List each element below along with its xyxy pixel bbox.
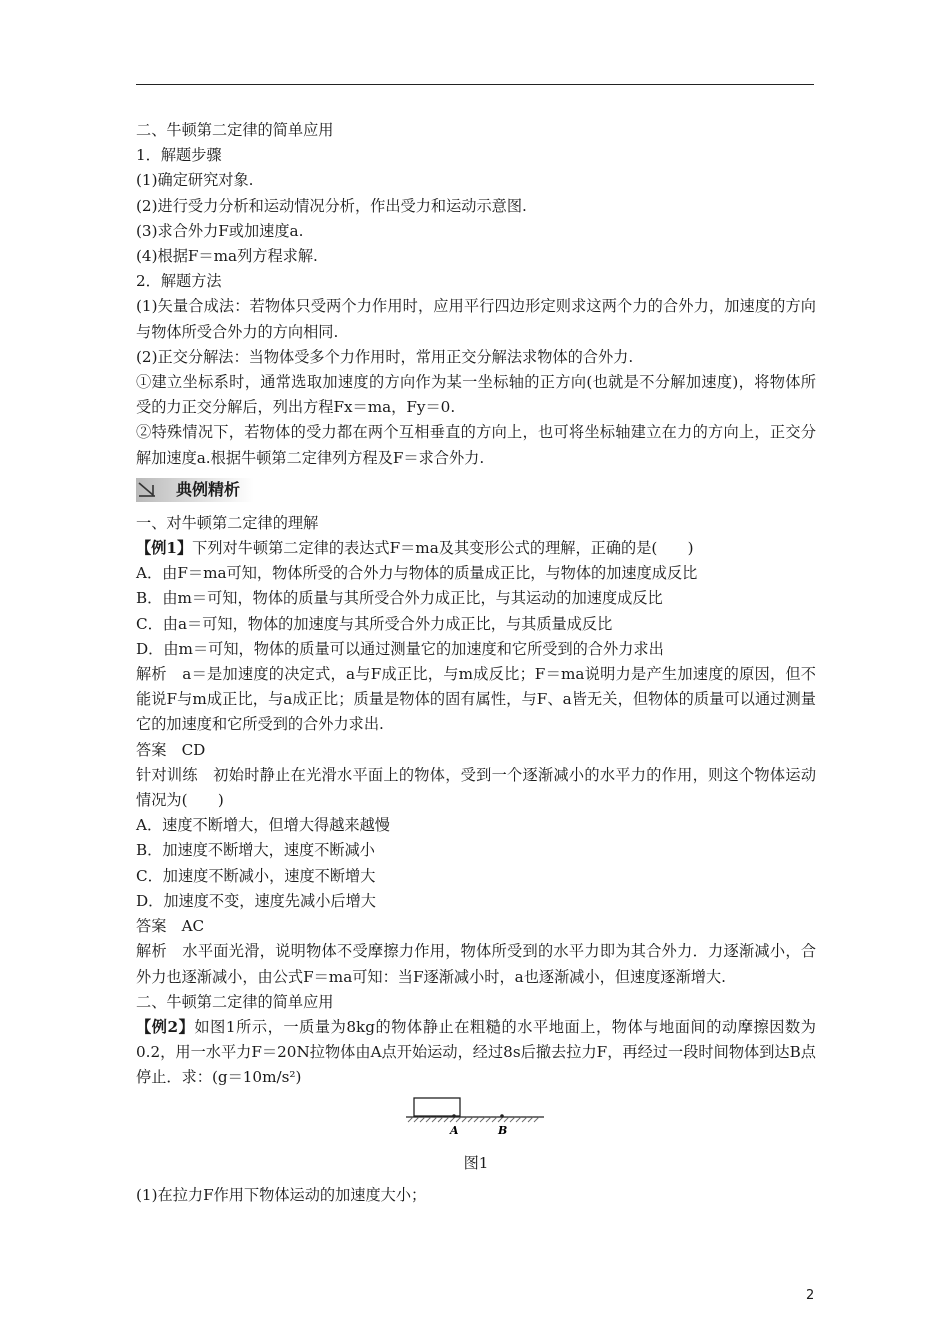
drill-option-c: C．加速度不断减小，速度不断增大 — [136, 866, 376, 885]
option-d: D．由m＝可知，物体的质量可以通过测量它的加速度和它所受到的合外力求出 — [136, 639, 664, 658]
page-content — [136, 118, 816, 1208]
point-a-label: A — [450, 1123, 459, 1137]
example-1 — [136, 536, 816, 561]
method-point-2: ②特殊情况下，若物体的受力都在两个互相垂直的方向上，也可将坐标轴建立在力的方向上，正交分解加速度a.根据牛顿第二定律列方程及F＝求合外力. — [136, 423, 816, 467]
header-rule — [136, 84, 814, 85]
step-1: (1)确定研究对象. — [136, 171, 254, 190]
example-banner-bar — [136, 478, 254, 502]
option-c: C．由a＝可知，物体的加速度与其所受合外力成正比，与其质量成反比 — [136, 614, 613, 633]
example-banner — [136, 475, 816, 505]
drill-option-d: D．加速度不变，速度先减小后增大 — [136, 891, 376, 910]
block — [414, 1098, 460, 1116]
drill-answer: 答案 AC — [136, 917, 205, 936]
answer-1: 答案 CD — [136, 740, 206, 759]
method-1: (1)矢量合成法：若物体只受两个力作用时，应用平行四边形定则求这两个力的合外力，加速度的方向与物体所受合外力的方向相同. — [136, 297, 816, 341]
example-1-text: 下列对牛顿第二定律的表达式F＝ma及其变形公式的理解，正确的是( ) — [192, 539, 694, 558]
step-4: (4)根据F＝ma列方程求解. — [136, 247, 318, 266]
methods-title: 2．解题方法 — [136, 272, 222, 291]
option-a: A．由F＝ma可知，物体所受的合外力与物体的质量成正比，与物体的加速度成反比 — [136, 564, 698, 583]
point-b-dot — [500, 1114, 504, 1118]
example-2-text: 如图1所示，一质量为8kg的物体静止在粗糙的水平地面上，物体与地面间的动摩擦因数为0.2，用一水平力F＝20N拉物体由A点开始运动，经过8s后撤去拉力F，再经过一段时间物体到达B点停止．求：(g＝10m/s²) — [136, 1017, 816, 1087]
option-b: B．由m＝可知，物体的质量与其所受合外力成正比，与其运动的加速度成反比 — [136, 589, 663, 608]
figure-1 — [136, 1091, 816, 1183]
steps-title: 1．解题步骤 — [136, 146, 222, 165]
section-heading: 二、牛顿第二定律的简单应用 — [136, 121, 334, 139]
page-number: 2 — [806, 1288, 815, 1303]
point-b-label: B — [498, 1123, 508, 1137]
method-2: (2)正交分解法：当物体受多个力作用时，常用正交分解法求物体的合外力. — [136, 347, 634, 366]
part2-heading: 二、牛顿第二定律的简单应用 — [136, 992, 334, 1011]
drill-option-b: B．加速度不断增大，速度不断减小 — [136, 841, 375, 860]
example-2 — [136, 1015, 816, 1091]
arrow-down-right-icon — [136, 478, 170, 502]
method-point-1: ①建立坐标系时，通常选取加速度的方向作为某一坐标轴的正方向(也就是不分解加速度)，将物体所受的力正交分解后，列出方程Fx＝ma，Fy＝0. — [136, 373, 816, 417]
ground-hatching — [408, 1117, 539, 1122]
step-2: (2)进行受力分析和运动情况分析，作出受力和运动示意图. — [136, 196, 527, 215]
example-1-tag: 【例1】 — [136, 539, 193, 558]
block-on-ground-diagram — [406, 1095, 546, 1139]
figure-caption: 图1 — [463, 1153, 489, 1172]
drill: 针对训练 初始时静止在光滑水平面上的物体，受到一个逐渐减小的水平力的作用，则这个物体运动情况为( ) — [136, 765, 816, 810]
analysis-1: 解析 a＝是加速度的决定式，a与F成正比，与m成反比；F＝ma说明力是产生加速度的原因，但不能说F与m成正比，与a成正比；质量是物体的固有属性，与F、a皆无关，但物体的质量可以通过测量它的加速度和它所受到的合外力求出. — [136, 665, 816, 734]
drill-analysis: 解析 水平面光滑，说明物体不受摩擦力作用，物体所受到的水平力即为其合外力．力逐渐减小，合外力也逐渐减小，由公式F＝ma可知：当F逐渐减小时，a也逐渐减小，但速度逐渐增大. — [136, 942, 816, 986]
part1-heading: 一、对牛顿第二定律的理解 — [136, 513, 319, 532]
point-a-dot — [452, 1114, 456, 1118]
question-1: (1)在拉力F作用下物体运动的加速度大小； — [136, 1185, 427, 1204]
example-2-tag: 【例2】 — [136, 1017, 195, 1036]
example-banner-label: 典例精析 — [176, 480, 241, 500]
step-3: (3)求合外力F或加速度a. — [136, 221, 304, 240]
drill-option-a: A．速度不断增大，但增大得越来越慢 — [136, 816, 390, 835]
